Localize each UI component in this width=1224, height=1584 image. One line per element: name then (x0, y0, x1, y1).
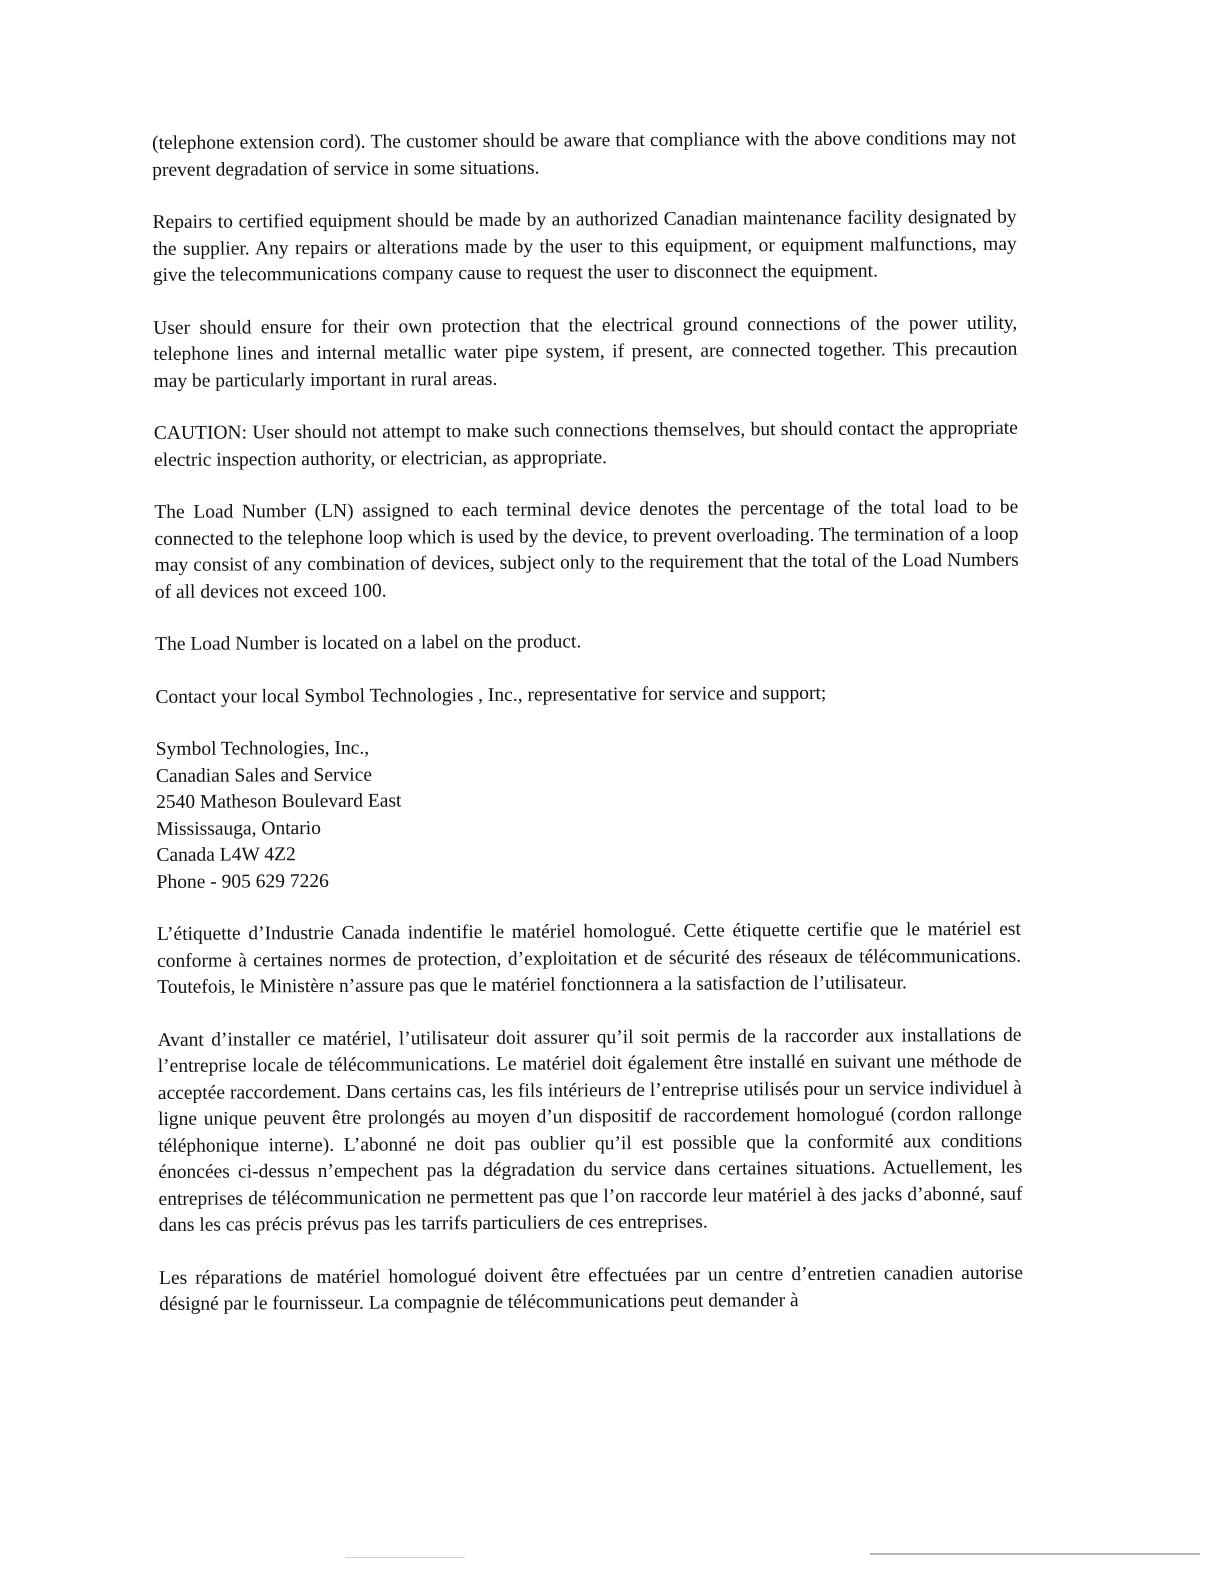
paragraph-fr-etiquette: L’étiquette d’Industrie Canada indentifie le matériel homologué. Cette étiquette certifie que le matériel est conforme à certaines normes de protection, d’exploitation et de sécurité des réseaux de télécommunications. Toutefois, le Ministère n’assure pas que le matériel fonctionnera a la satisfaction de l’utilisateur. (156, 918, 1022, 998)
document-page (152, 126, 1023, 1345)
scan-artifact-bottom-left (345, 1557, 465, 1558)
paragraph-caution: CAUTION: User should not attempt to make such connections themselves, but should contact the appropriate electric inspection authority, or electrician, as appropriate. (153, 417, 1018, 471)
paragraph-ground-connections: User should ensure for their own protection that the electrical ground connections of the power utility, telephone lines and internal metallic water pipe system, if present, are connected together. This precaution may be particularly important in rural areas. (153, 312, 1018, 392)
address-line-city: Mississauga, Ontario (156, 817, 321, 840)
paragraph-extension-cord: (telephone extension cord). The customer should be aware that compliance with the above conditions may not prevent degradation of service in some situations. (152, 127, 1017, 181)
address-line-street: 2540 Matheson Boulevard East (156, 790, 402, 813)
address-line-division: Canadian Sales and Service (155, 764, 373, 787)
paragraph-contact: Contact your local Symbol Technologies , Inc., representative for service and support; (155, 682, 827, 708)
paragraph-fr-installation: Avant d’installer ce matériel, l’utilisateur doit assurer qu’il soit permis de la raccorder aux installations de l’entreprise locale de télécommunications. Le matériel doit également être installé en suivant une méthode de acceptée raccordement. Dans certains cas, les fils intérieurs de l’entreprise utilisés pour un service individuel à ligne unique peuvent être prolongés au moyen d’un dispositif de raccordement homologué (cordon rallonge téléphonique interne). L’abonné ne doit pas oublier qu’il est possible que la conformité aux conditions énoncées ci-dessus n’empechent pas la dégradation du service dans certaines situations. Actuellement, les entreprises de télécommunication ne permettent pas que l’on raccorde leur matériel à des jacks d’abonné, sauf dans les cas précis prévus pas les tarrifs particuliers de ces entreprises. (157, 1024, 1023, 1236)
paragraph-load-number-label: The Load Number is located on a label on the product. (155, 631, 582, 655)
address-line-phone: Phone - 905 629 7226 (156, 870, 329, 893)
paragraph-repairs: Repairs to certified equipment should be made by an authorized Canadian maintenance facility designated by the supplier. Any repairs or alterations made by the user to this equipment, or equipment malfunctions, may give the telecommunications company cause to request the user to disconnect the equipment. (152, 206, 1017, 286)
contact-address (156, 732, 1021, 896)
address-line-company: Symbol Technologies, Inc., (155, 737, 370, 760)
address-line-postal: Canada L4W 4Z2 (156, 844, 296, 866)
paragraph-load-number: The Load Number (LN) assigned to each terminal device denotes the percentage of the total load to be connected to the telephone loop which is used by the device, to prevent overloading. The termination of a loop may consist of any combination of devices, subject only to the requirement that the total of the Load Numbers of all devices not exceed 100. (154, 496, 1019, 603)
scan-artifact-bottom-right (870, 1553, 1200, 1555)
paragraph-fr-reparations: Les réparations de matériel homologué doivent être effectuées par un centre d’entretien canadien autorise désigné par le fournisseur. La compagnie de télécommunications peut demander à (158, 1262, 1024, 1315)
